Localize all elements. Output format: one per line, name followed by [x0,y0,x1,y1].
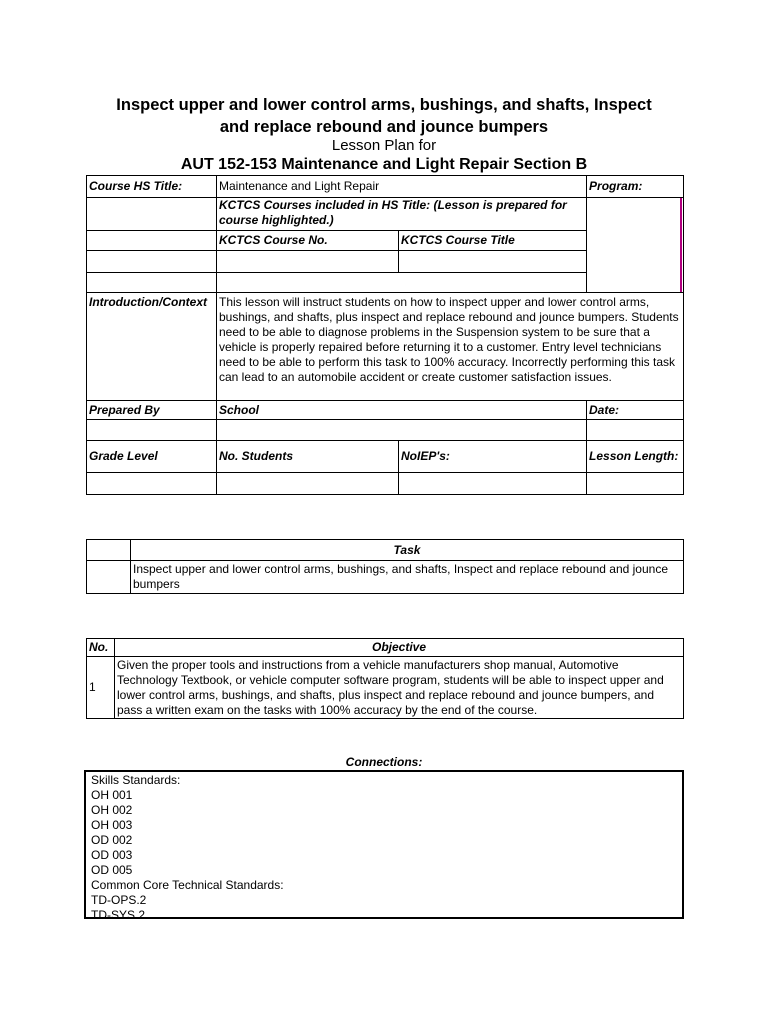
objective-no-label: No. [87,639,115,657]
date-label: Date: [587,401,684,420]
skills-standards-label: Skills Standards: [91,773,181,787]
no-students-value [217,473,399,495]
no-ieps-value [399,473,587,495]
blank-cell [87,273,217,293]
blank-cell [87,231,217,251]
objective-number: 1 [87,657,115,719]
blank-cell [87,198,217,231]
kctcs-course-no-value [217,251,399,273]
school-value [217,420,587,441]
task-table [86,539,684,594]
standard-code: OD 003 [91,848,133,862]
grade-level-value [87,473,217,495]
standard-code: TD-OPS.2 [91,893,147,907]
course-hs-title-value: Maintenance and Light Repair [217,176,587,198]
lesson-length-value [587,473,684,495]
task-header: Task [131,540,684,561]
objective-table [86,638,684,719]
kctcs-courses-label: KCTCS Courses included in HS Title: (Lesson is prepared for course highlighted.) [217,198,587,231]
document-title-line-2: and replace rebound and jounce bumpers [219,118,549,136]
prepared-by-label: Prepared By [87,401,217,420]
no-ieps-label: NoIEP's: [399,441,587,473]
grade-level-label: Grade Level [87,441,217,473]
standard-code: OH 002 [91,803,133,817]
blank-cell [87,251,217,273]
course-heading: AUT 152-153 Maintenance and Light Repair Section B [180,156,588,173]
standard-code: TD-SYS.2 [91,908,146,922]
connections-box [84,770,684,922]
no-students-label: No. Students [217,441,399,473]
connections-title: Connections: [345,755,423,769]
kctcs-course-title-label: KCTCS Course Title [399,231,587,251]
blank-cell [87,540,131,561]
date-value [587,420,684,441]
course-hs-title-label: Course HS Title: [87,176,217,198]
lesson-length-label: Lesson Length: [587,441,684,473]
lesson-info-table [86,175,684,495]
standard-code: OH 003 [91,818,133,832]
objective-header: Objective [115,639,684,657]
blank-cell [217,273,587,293]
introduction-text: This lesson will instruct students on how to inspect upper and lower control arms, bushings, and shafts, plus inspect and replace rebound and jounce bumpers. Students need to be able to diagnose problems in the Suspension system to be sure that a vehicle is properly repaired before returning it to a customer. Entry level technicians need to be able to perform this task to 100% accuracy. Incorrectly performing this task can lead to an automobile accident or create customer satisfaction issues. [217,293,684,401]
document-title-line-1: Inspect upper and lower control arms, bushings, and shafts, Inspect [116,96,652,114]
prepared-by-value [87,420,217,441]
objective-text: Given the proper tools and instructions from a vehicle manufacturers shop manual, Automotive Technology Textbook, or vehicle computer software program, students will be able to inspect upper and lower control arms, bushings, and shafts, plus inspect and replace rebound and jounce bumpers, and pass a written exam on the tasks with 100% accuracy by the end of the course. [115,657,684,719]
common-core-label: Common Core Technical Standards: [91,878,284,892]
standard-code: OH 001 [91,788,133,802]
blank-cell [87,561,131,594]
kctcs-course-no-label: KCTCS Course No. [217,231,399,251]
program-value-cell [587,198,684,293]
standard-code: OD 005 [91,863,133,877]
standard-code: OD 002 [91,833,133,847]
program-label: Program: [587,176,684,198]
lesson-plan-subtitle: Lesson Plan for [331,137,437,154]
kctcs-course-title-value [399,251,587,273]
introduction-label: Introduction/Context [87,293,217,401]
task-text: Inspect upper and lower control arms, bushings, and shafts, Inspect and replace rebound and jounce bumpers [131,561,684,594]
school-label: School [217,401,587,420]
